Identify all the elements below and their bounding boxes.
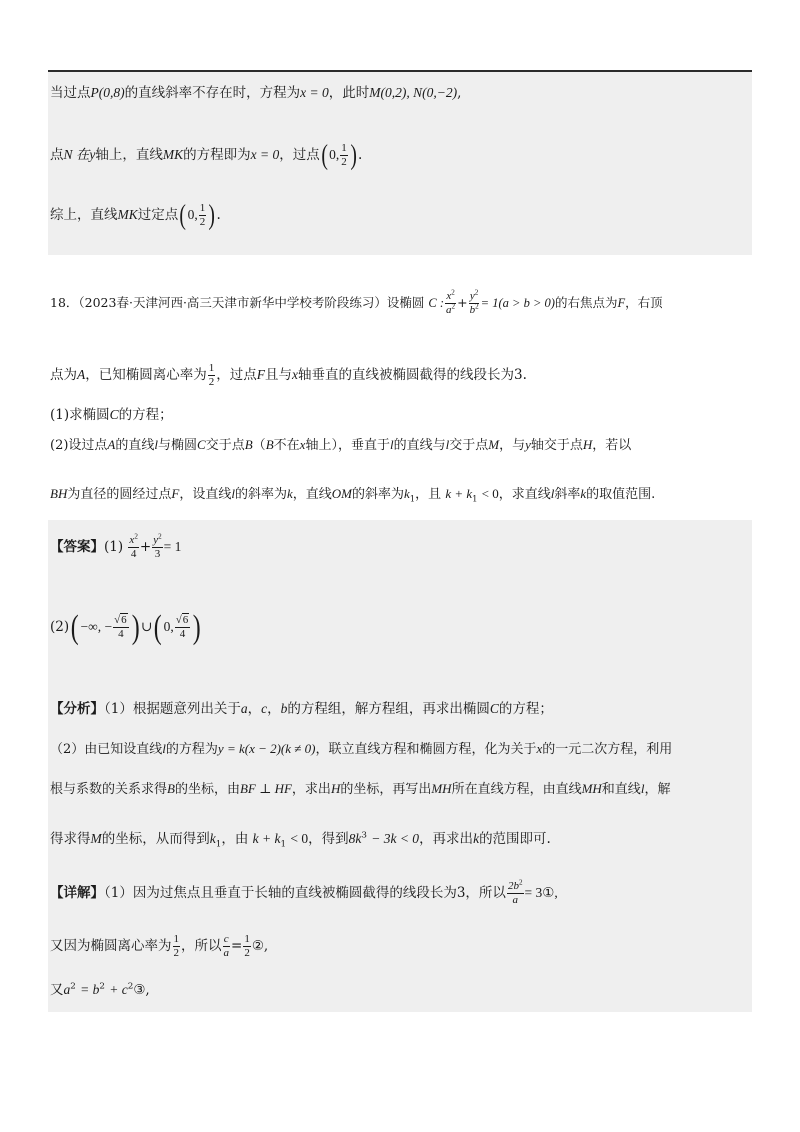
question-18-line: 18．（2023春·天津河西·高三天津市新华中学校考阶段练习）设椭圆 C : $\frac{x^2}{a^2}$ + $\frac{y^2}{b^2}$ = 1(a > b > 0)的右焦点为F，右顶	[50, 288, 663, 316]
analysis-line: 【分析】（1）根据题意列出关于a，c，b的方程组，解方程组，再求出椭圆C的方程；	[50, 701, 553, 717]
question-18-part2: BH为直径的圆经过点F，设直线l的斜率为k，直线OM的斜率为$k_1$，且 $k + k_1 < 0$，求直线l斜率k的取值范围.	[50, 486, 656, 504]
text-line: 点N 在y轴上，直线MK的方程即为x = 0，过点(0, $\frac{1}{2}$ ).	[50, 139, 363, 171]
detail-line: 又因为椭圆离心率为 $\frac{1}{2}$ ，所以 $\frac{c}{a}$ = $\frac{1}{2}$ ②,	[50, 933, 269, 959]
answer-part1: 【答案】(1) $\frac{x^2}{4}$ + $\frac{y^2}{3}$ = 1	[50, 532, 182, 560]
question-18-part2: (2)设过点A的直线l与椭圆C交于点B（B不在x轴上），垂直于l的直线与l交于点M，与y轴交于点H，若以	[50, 437, 632, 453]
analysis-line: （2）由已知设直线l的方程为y = k(x − 2)(k ≠ 0)，联立直线方程和椭圆方程，化为关于x的一元二次方程，利用	[50, 741, 673, 757]
detail-line: 又$a^2 = b^2$ + $c^2③$,	[50, 981, 150, 998]
answer-part2: (2)( −∞, − $\frac{√6}{4}$ ) ∪( 0, $\frac{√6}{4}$ )	[50, 608, 201, 646]
text-line: 当过点P(0,8)的直线斜率不存在时，方程为x = 0，此时M(0,2), N(0,−2),	[50, 85, 462, 101]
analysis-line: 根与系数的关系求得B的坐标，由BF ⊥ HF，求出H的坐标，再写出MH所在直线方程，由直线MH和直线l，解	[50, 781, 671, 797]
analysis-line: 得求得M的坐标，从而得到$k_1$，由 $k + k_1 < 0$，得到$8k^3 - 3k < 0$，再求出k的范围即可.	[50, 830, 551, 850]
question-18-line: 点为A，已知椭圆离心率为 $\frac{1}{2}$ ，过点F且与x轴垂直的直线被椭圆截得的线段长为3.	[50, 362, 527, 388]
text-line: 综上，直线MK过定点(0, $\frac{1}{2}$ ).	[50, 199, 221, 231]
question-18-part1: (1)求椭圆C的方程；	[50, 407, 173, 423]
detail-line: 【详解】（1）因为过焦点且垂直于长轴的直线被椭圆截得的线段长为3，所以 $\frac{2b^2}{a}$ = 3①,	[50, 878, 558, 906]
